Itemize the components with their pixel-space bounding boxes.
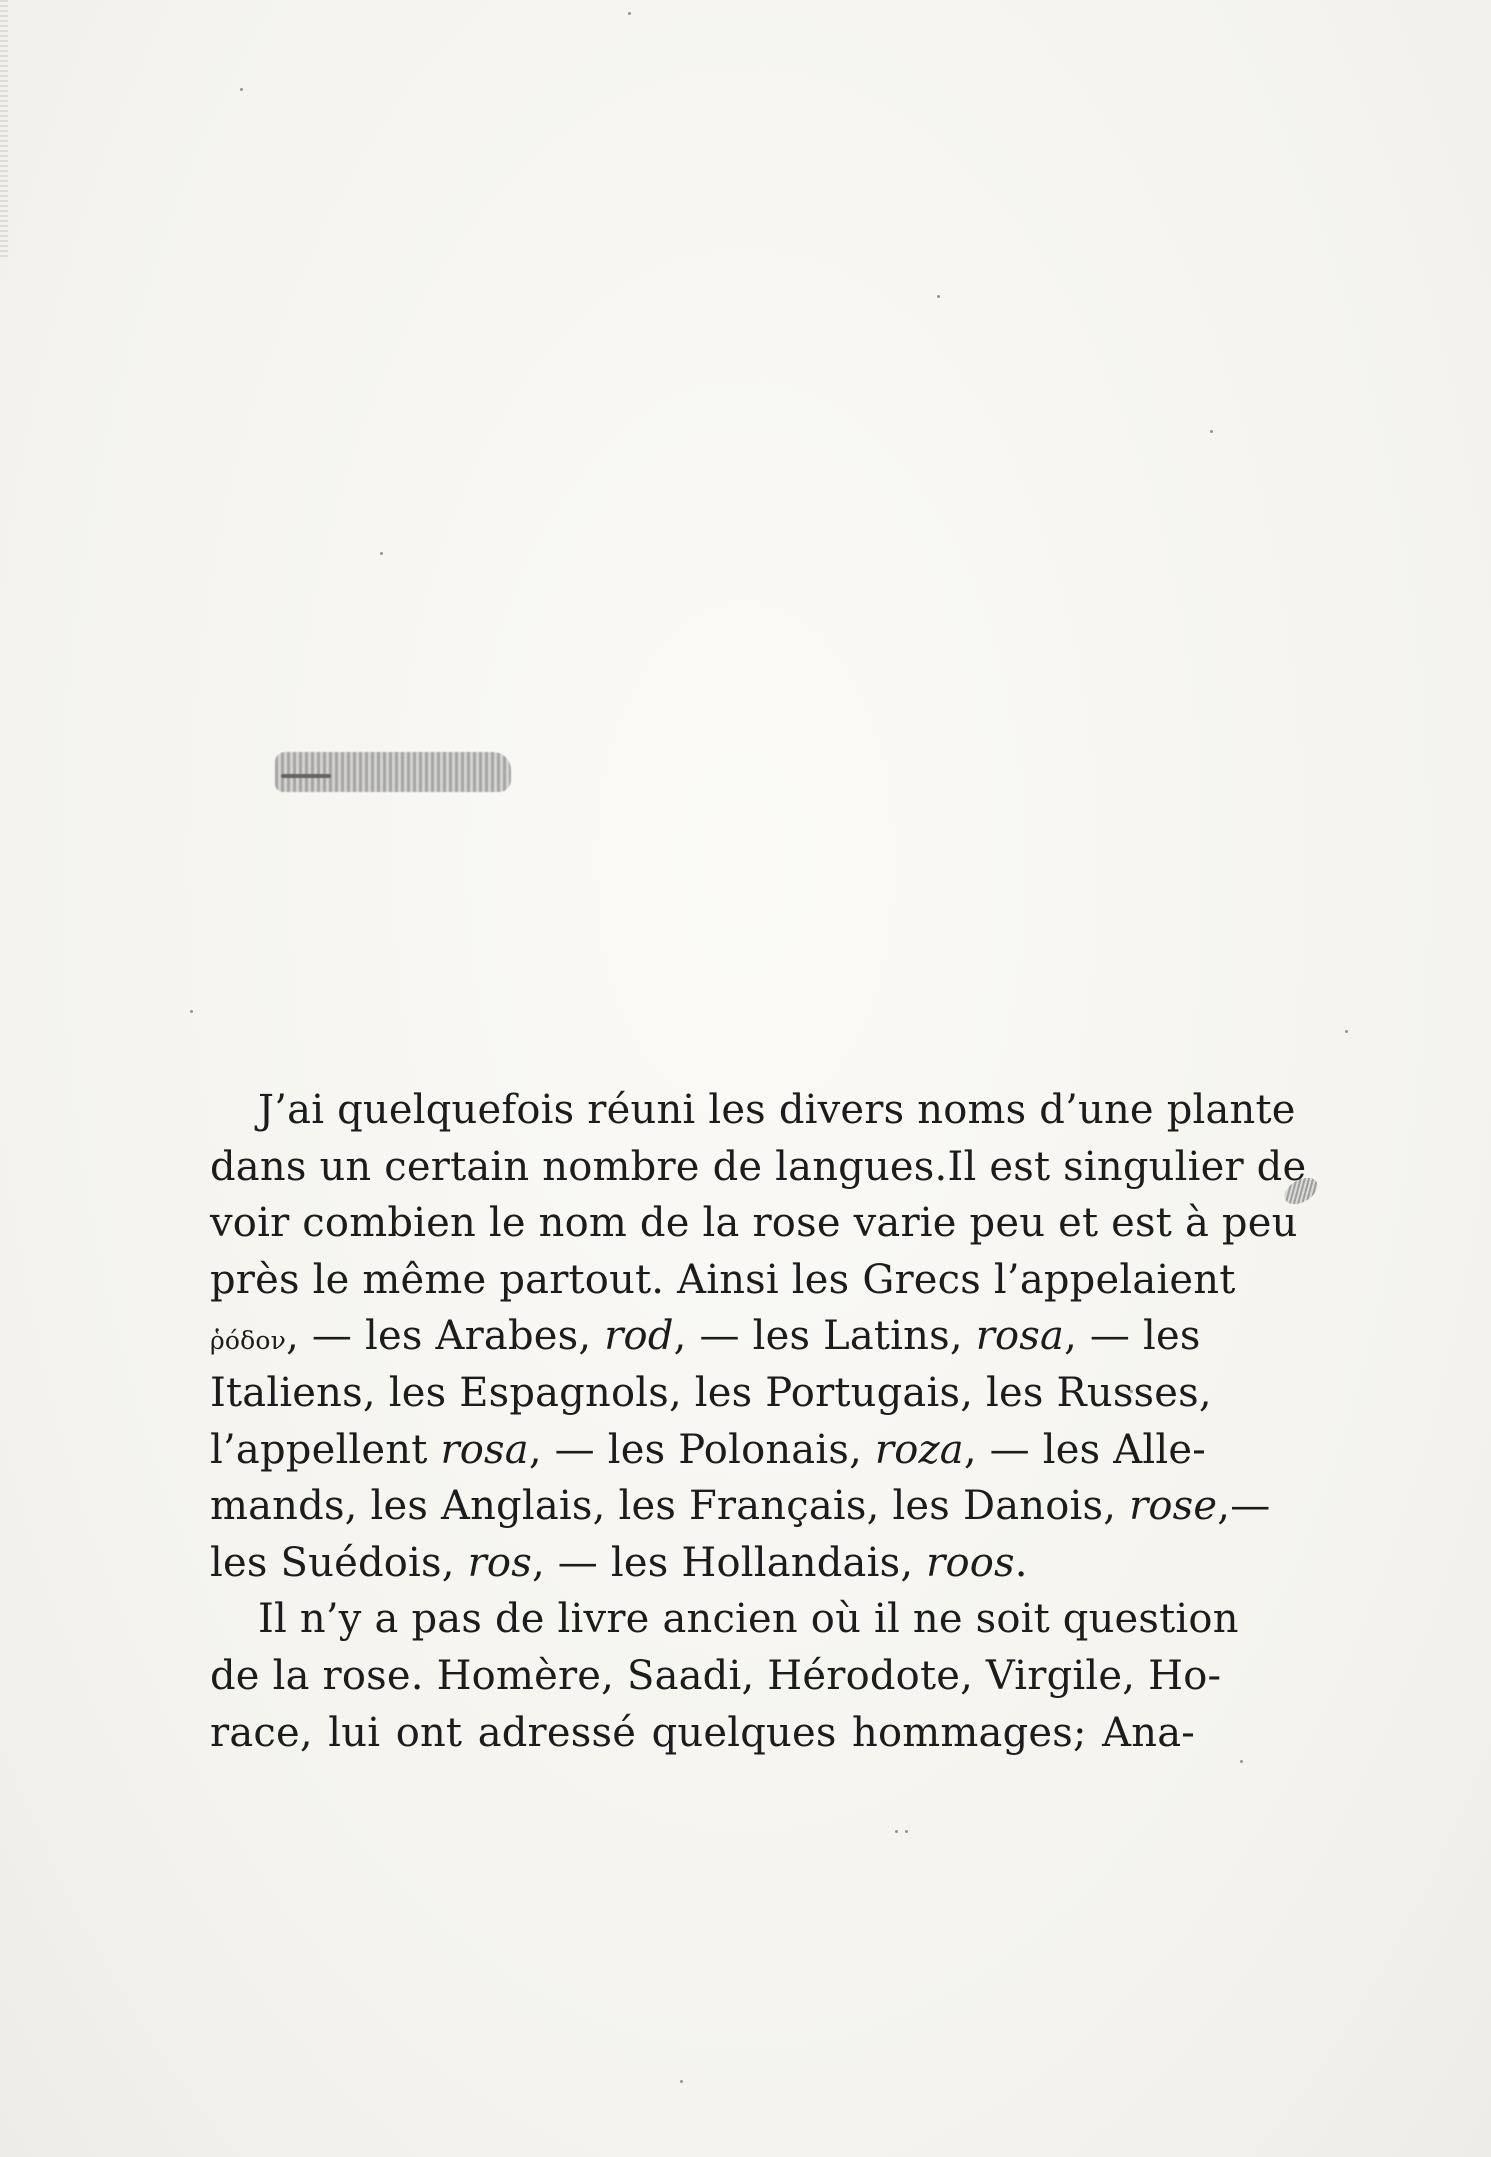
- text-line: [210, 1252, 1236, 1309]
- scan-edge-artifact: [0, 0, 8, 260]
- paragraph-2: [210, 1591, 1239, 1761]
- text-run: Italiens, les Espagnols, les Portugais, les Russes,: [210, 1369, 1212, 1416]
- text-run: J’ai quelquefois réuni les divers noms d’une plante: [258, 1087, 1296, 1133]
- paragraph-1: [210, 1082, 1307, 1591]
- text-run: race, lui ont adressé quelques hommages; Ana-: [210, 1709, 1195, 1756]
- ink-smudge: [275, 752, 511, 792]
- text-run: mands, les Anglais, les Français, les Danois,: [210, 1483, 1130, 1530]
- text-run: , — les Latins,: [673, 1313, 976, 1360]
- text-run: l’appellent: [210, 1426, 441, 1473]
- text-run: , — les: [1064, 1313, 1201, 1360]
- text-line: [210, 1308, 1201, 1365]
- text-line: [210, 1195, 1298, 1252]
- body-text: [210, 1082, 1307, 1761]
- text-line: [210, 1422, 1206, 1479]
- italic-word: rose: [1129, 1483, 1218, 1530]
- text-run: dans un certain nombre de langues.Il est singulier de: [210, 1143, 1307, 1190]
- text-line: [210, 1535, 1195, 1592]
- text-run: près le même partout. Ainsi les Grecs l’appelaient: [210, 1256, 1236, 1303]
- text-line: [210, 1139, 1307, 1196]
- text-line: [210, 1591, 1239, 1648]
- text-run: , — les Polonais,: [528, 1426, 875, 1473]
- text-run: , — les Hollandais,: [531, 1539, 927, 1586]
- text-run: voir combien le nom de la rose varie peu et est à peu: [210, 1200, 1298, 1247]
- greek-word: ῥόδον: [210, 1326, 287, 1356]
- text-run: Il n’y a pas de livre ancien où il ne soit question: [258, 1596, 1239, 1643]
- text-run: les Suédois,: [210, 1539, 468, 1586]
- text-run: de la rose. Homère, Saadi, Hérodote, Virgile, Ho-: [210, 1652, 1222, 1699]
- text-line: [210, 1365, 1212, 1422]
- text-line: [210, 1705, 1195, 1762]
- text-run: .: [1014, 1539, 1028, 1586]
- text-run: , — les Alle-: [963, 1426, 1206, 1473]
- italic-word: roza: [874, 1426, 964, 1473]
- italic-word: rosa: [440, 1426, 529, 1473]
- italic-word: ros: [467, 1539, 532, 1586]
- text-line: [210, 1082, 1296, 1139]
- italic-word: roos: [926, 1539, 1015, 1586]
- italic-word: rosa: [975, 1313, 1065, 1360]
- italic-word: rod: [604, 1313, 674, 1360]
- text-run: ,—: [1217, 1483, 1271, 1530]
- text-line: [210, 1648, 1222, 1705]
- text-run: , — les Arabes,: [286, 1313, 605, 1360]
- text-line: [210, 1478, 1271, 1535]
